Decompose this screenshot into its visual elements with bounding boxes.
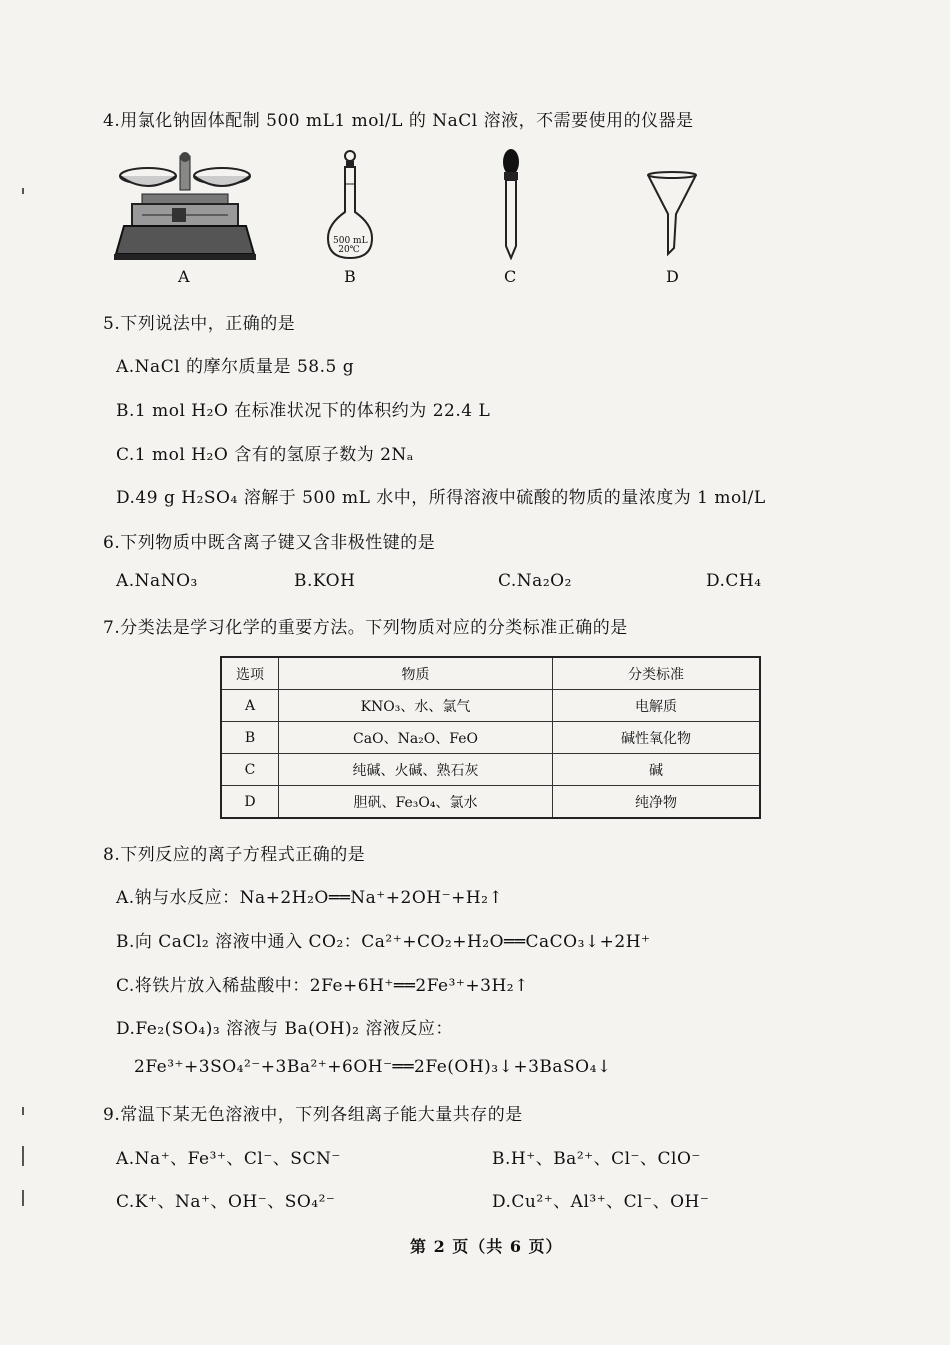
cell-option: C bbox=[221, 754, 279, 786]
caption-b: B bbox=[344, 267, 356, 286]
cell-option: A bbox=[221, 690, 279, 722]
dropper bbox=[498, 148, 524, 260]
margin-mark bbox=[22, 188, 24, 194]
caption-a: A bbox=[178, 267, 190, 286]
caption-c: C bbox=[504, 267, 517, 286]
margin-mark bbox=[22, 1190, 24, 1206]
q5-option-a: A.NaCl 的摩尔质量是 58.5 g bbox=[116, 357, 355, 377]
funnel bbox=[646, 170, 698, 258]
cell-substance: CaO、Na₂O、FeO bbox=[279, 722, 553, 754]
table-row bbox=[221, 786, 760, 819]
q6-option-b: B.KOH bbox=[294, 571, 356, 591]
q5-option-d: D.49 g H₂SO₄ 溶解于 500 mL 水中，所得溶液中硫酸的物质的量浓度为 1 mol/L bbox=[116, 488, 766, 508]
question-9-stem: 9.常温下某无色溶液中，下列各组离子能大量共存的是 bbox=[103, 1105, 523, 1125]
cell-standard: 碱 bbox=[553, 754, 761, 786]
margin-mark bbox=[22, 1107, 24, 1115]
cell-standard: 碱性氧化物 bbox=[553, 722, 761, 754]
header-option: 选项 bbox=[221, 657, 279, 690]
question-6-stem: 6.下列物质中既含离子键又含非极性键的是 bbox=[103, 533, 436, 553]
q6-option-d: D.CH₄ bbox=[706, 571, 762, 591]
q9-option-b: B.H⁺、Ba²⁺、Cl⁻、ClO⁻ bbox=[492, 1149, 701, 1169]
q5-option-c: C.1 mol H₂O 含有的氢原子数为 2Nₐ bbox=[116, 445, 414, 465]
q8-option-a: A.钠与水反应：Na+2H₂O══Na⁺+2OH⁻+H₂↑ bbox=[116, 888, 504, 908]
q8-option-d: D.Fe₂(SO₄)₃ 溶液与 Ba(OH)₂ 溶液反应： bbox=[116, 1019, 453, 1039]
table-row bbox=[221, 690, 760, 722]
header-substance: 物质 bbox=[279, 657, 553, 690]
q9-option-c: C.K⁺、Na⁺、OH⁻、SO₄²⁻ bbox=[116, 1192, 336, 1212]
table-header-row bbox=[221, 657, 760, 690]
cell-option: B bbox=[221, 722, 279, 754]
flask-label: 500 mL 20℃ bbox=[333, 236, 368, 255]
table-row bbox=[221, 722, 760, 754]
question-4-stem: 4.用氯化钠固体配制 500 mL1 mol/L 的 NaCl 溶液，不需要使用的仪器是 bbox=[103, 111, 694, 131]
q6-option-c: C.Na₂O₂ bbox=[498, 571, 572, 591]
q8-option-d-equation: 2Fe³⁺+3SO₄²⁻+3Ba²⁺+6OH⁻══2Fe(OH)₃↓+3BaSO₄↓ bbox=[134, 1057, 612, 1077]
q8-option-b: B.向 CaCl₂ 溶液中通入 CO₂：Ca²⁺+CO₂+H₂O══CaCO₃↓+2H⁺ bbox=[116, 932, 651, 952]
header-standard: 分类标准 bbox=[553, 657, 761, 690]
cell-standard: 电解质 bbox=[553, 690, 761, 722]
cell-standard: 纯净物 bbox=[553, 786, 761, 819]
cell-substance: 纯碱、火碱、熟石灰 bbox=[279, 754, 553, 786]
q6-option-a: A.NaNO₃ bbox=[116, 571, 198, 591]
q9-option-d: D.Cu²⁺、Al³⁺、Cl⁻、OH⁻ bbox=[492, 1192, 710, 1212]
question-8-stem: 8.下列反应的离子方程式正确的是 bbox=[103, 845, 366, 865]
question-7-stem: 7.分类法是学习化学的重要方法。下列物质对应的分类标准正确的是 bbox=[103, 618, 628, 638]
question-5-stem: 5.下列说法中，正确的是 bbox=[103, 314, 296, 334]
cell-substance: 胆矾、Fe₃O₄、氯水 bbox=[279, 786, 553, 819]
caption-d: D bbox=[666, 267, 679, 286]
balance-apparatus bbox=[112, 150, 257, 265]
table-row bbox=[221, 754, 760, 786]
classification-table bbox=[220, 656, 761, 819]
cell-substance: KNO₃、水、氯气 bbox=[279, 690, 553, 722]
q5-option-b: B.1 mol H₂O 在标准状况下的体积约为 22.4 L bbox=[116, 401, 491, 421]
q9-option-a: A.Na⁺、Fe³⁺、Cl⁻、SCN⁻ bbox=[116, 1149, 341, 1169]
margin-mark bbox=[22, 1146, 24, 1166]
page-footer: 第 2 页（共 6 页） bbox=[410, 1237, 563, 1256]
q8-option-c: C.将铁片放入稀盐酸中：2Fe+6H⁺══2Fe³⁺+3H₂↑ bbox=[116, 976, 529, 996]
cell-option: D bbox=[221, 786, 279, 819]
